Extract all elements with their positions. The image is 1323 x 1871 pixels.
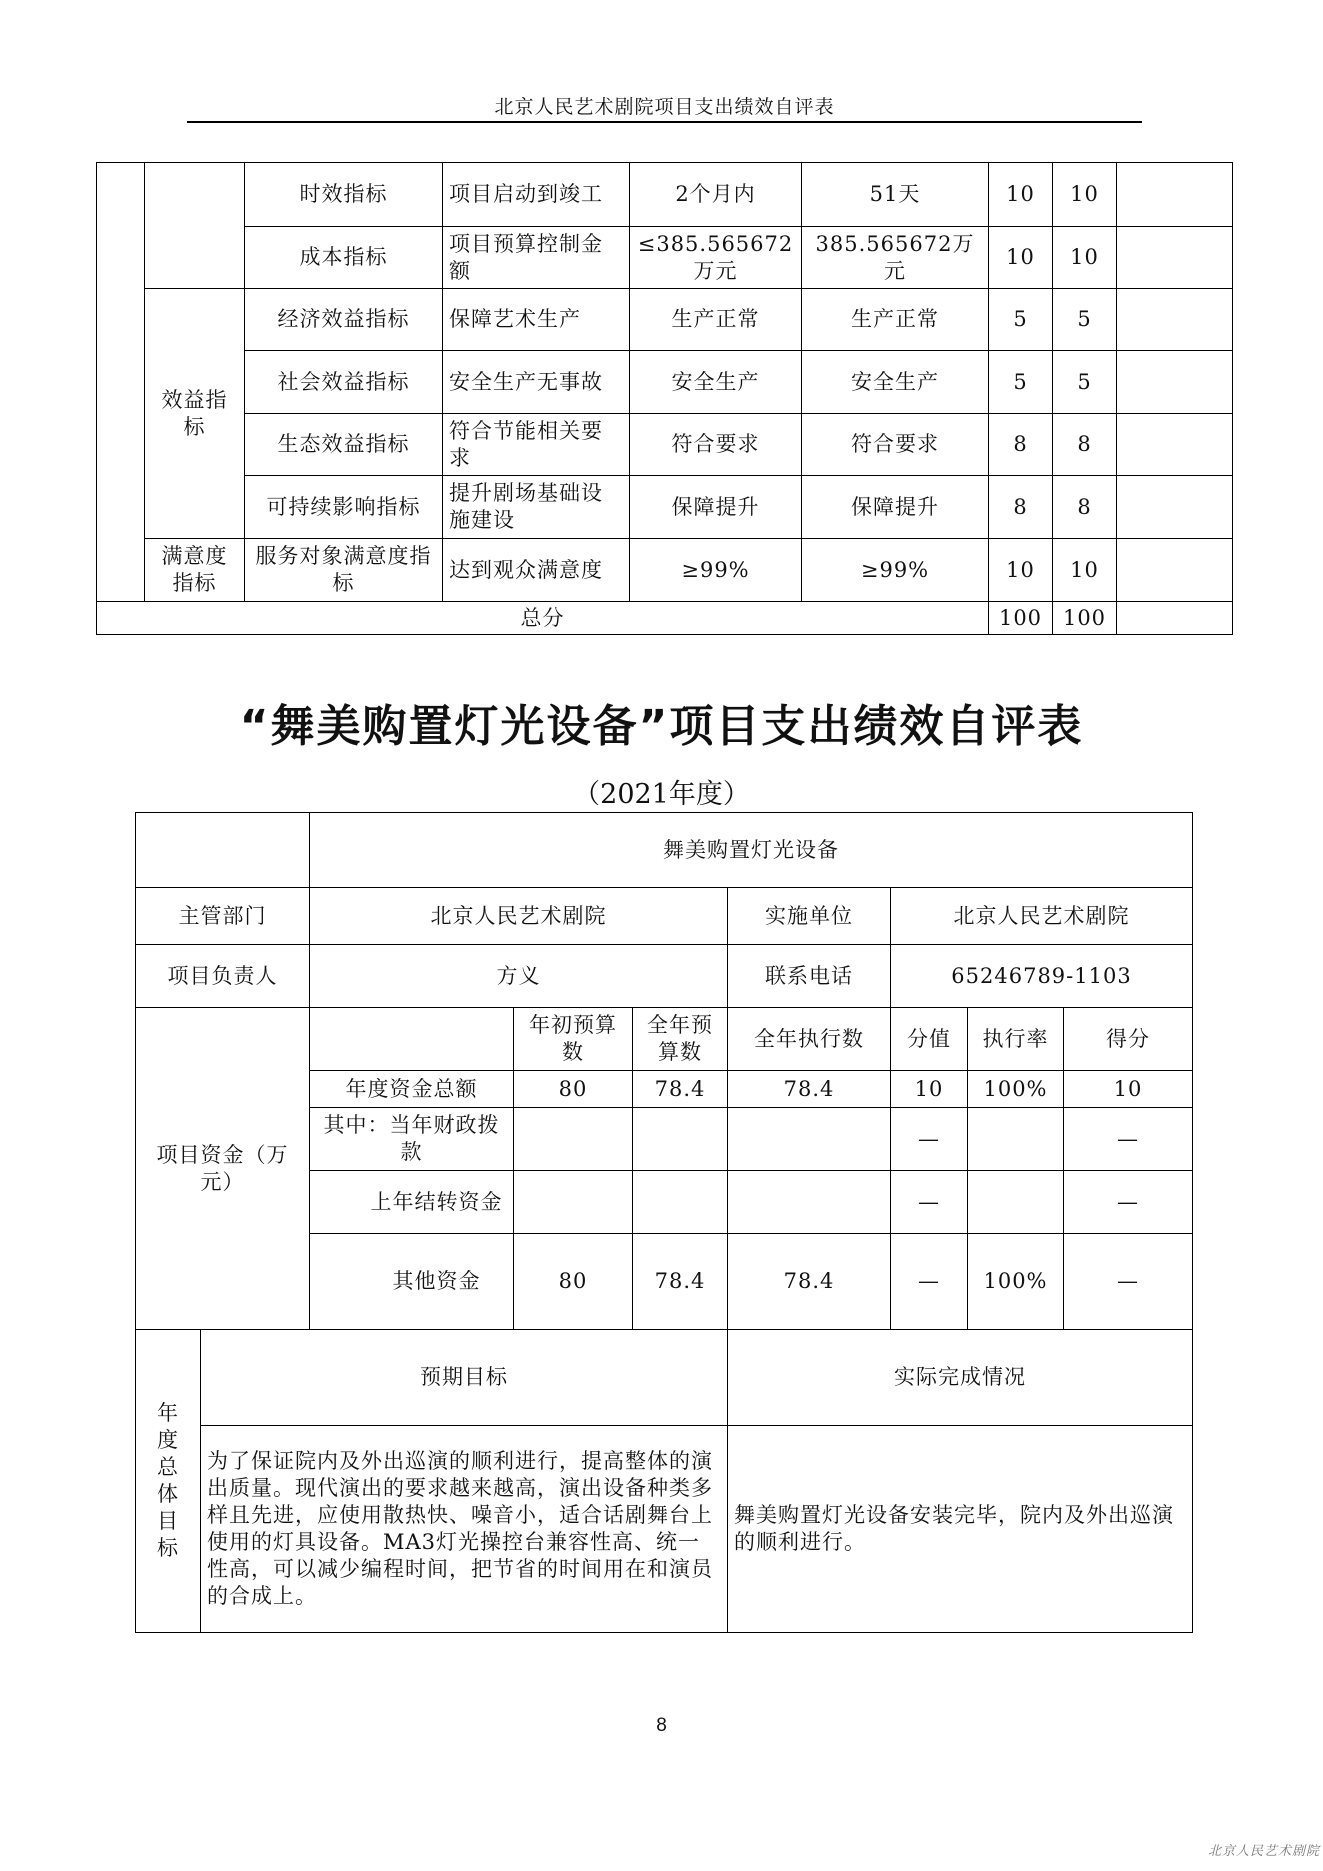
indicator-content: 保障艺术生产 — [443, 289, 630, 351]
table-row — [97, 289, 1233, 351]
fund-score: — — [1064, 1108, 1193, 1171]
table-row — [97, 163, 1233, 227]
indicator-content: 项目启动到竣工 — [443, 163, 630, 227]
fund-initial — [514, 1108, 633, 1171]
phone-value: 65246789-1103 — [891, 945, 1193, 1008]
fund-initial: 80 — [514, 1071, 633, 1108]
goal-label-char: 度 — [157, 1428, 179, 1452]
indicator-score: 5 — [1053, 289, 1117, 351]
fund-label: 其中：当年财政拨款 — [310, 1108, 514, 1171]
fund-rate — [968, 1171, 1064, 1234]
indicator-remark — [1117, 539, 1233, 602]
fund-rate — [968, 1108, 1064, 1171]
funds-label: 项目资金（万元） — [136, 1008, 310, 1330]
table-row — [97, 414, 1233, 476]
total-row — [97, 602, 1233, 635]
evaluation-table — [135, 812, 1193, 1633]
funds-header-row — [136, 1008, 1193, 1071]
project-name-label-empty — [136, 813, 310, 888]
indicator-actual: 生产正常 — [802, 289, 989, 351]
expected-goal-text: 为了保证院内及外出巡演的顺利进行，提高整体的演出质量。现代演出的要求越来越高，演出设备种类多样且先进，应使用散热快、噪音小，适合话剧舞台上使用的灯具设备。MA3灯光操控台兼容性高、统一性高，可以减少编程时间，把节省的时间用在和演员的合成上。 — [201, 1426, 728, 1633]
indicator-remark — [1117, 227, 1233, 289]
outer-group-cell — [97, 163, 145, 602]
col-score: 得分 — [1064, 1008, 1193, 1071]
fund-score: 10 — [1064, 1071, 1193, 1108]
indicator-name: 成本指标 — [245, 227, 443, 289]
indicator-weight: 5 — [989, 351, 1053, 414]
total-score: 100 — [1053, 602, 1117, 635]
indicator-remark — [1117, 414, 1233, 476]
table-row — [97, 227, 1233, 289]
indicator-target: 安全生产 — [630, 351, 802, 414]
total-label: 总分 — [97, 602, 989, 635]
indicator-remark — [1117, 289, 1233, 351]
leader-row — [136, 945, 1193, 1008]
fund-weight: 10 — [891, 1071, 968, 1108]
indicator-actual: 385.565672万元 — [802, 227, 989, 289]
fund-label: 其他资金 — [310, 1234, 514, 1330]
indicator-weight: 10 — [989, 163, 1053, 227]
dept-value: 北京人民艺术剧院 — [310, 888, 728, 945]
document-subtitle: （2021年度） — [573, 779, 750, 810]
indicator-target: 2个月内 — [630, 163, 802, 227]
indicator-actual: ≥99% — [802, 539, 989, 602]
col-rate: 执行率 — [968, 1008, 1064, 1071]
indicator-score: 10 — [1053, 539, 1117, 602]
table-row — [97, 539, 1233, 602]
indicator-target: 生产正常 — [630, 289, 802, 351]
watermark-stamp: 北京人民艺术剧院 — [1208, 1844, 1321, 1859]
goal-label-char: 年 — [157, 1401, 179, 1425]
table-row — [97, 476, 1233, 539]
indicator-content: 符合节能相关要求 — [443, 414, 630, 476]
fund-annual — [633, 1171, 728, 1234]
goal-label-char: 标 — [157, 1536, 179, 1560]
actual-completion-label: 实际完成情况 — [728, 1330, 1193, 1426]
unit-label: 实施单位 — [728, 888, 891, 945]
fund-rate: 100% — [968, 1234, 1064, 1330]
col-weight: 分值 — [891, 1008, 968, 1071]
fund-weight: — — [891, 1171, 968, 1234]
fund-annual: 78.4 — [633, 1071, 728, 1108]
indicator-content: 提升剧场基础设施建设 — [443, 476, 630, 539]
indicator-actual: 安全生产 — [802, 351, 989, 414]
fund-weight: — — [891, 1108, 968, 1171]
project-name: 舞美购置灯光设备 — [310, 813, 1193, 888]
total-remark — [1117, 602, 1233, 635]
indicator-content: 达到观众满意度 — [443, 539, 630, 602]
indicator-target: 保障提升 — [630, 476, 802, 539]
indicator-name: 经济效益指标 — [245, 289, 443, 351]
indicator-content: 安全生产无事故 — [443, 351, 630, 414]
col-initial: 年初预算数 — [514, 1008, 633, 1071]
group-satisfaction: 满意度指标 — [145, 539, 245, 602]
indicator-weight: 8 — [989, 414, 1053, 476]
indicator-target: ≤385.565672万元 — [630, 227, 802, 289]
total-weight: 100 — [989, 602, 1053, 635]
group-cell-empty — [145, 163, 245, 289]
goal-label-char: 总 — [157, 1455, 179, 1479]
indicator-score: 8 — [1053, 476, 1117, 539]
actual-completion-text: 舞美购置灯光设备安装完毕，院内及外出巡演的顺利进行。 — [728, 1426, 1193, 1633]
indicator-score: 5 — [1053, 351, 1117, 414]
fund-exec — [728, 1171, 891, 1234]
header-rule — [187, 121, 1142, 123]
dept-label: 主管部门 — [136, 888, 310, 945]
goal-label-char: 体 — [157, 1482, 179, 1506]
fund-exec — [728, 1108, 891, 1171]
indicator-remark — [1117, 476, 1233, 539]
indicator-actual: 保障提升 — [802, 476, 989, 539]
fund-score: — — [1064, 1171, 1193, 1234]
fund-label: 上年结转资金 — [310, 1171, 514, 1234]
indicator-weight: 10 — [989, 227, 1053, 289]
goal-header-row — [136, 1330, 1193, 1426]
table-row — [97, 351, 1233, 414]
fund-label: 年度资金总额 — [310, 1071, 514, 1108]
col-annual: 全年预算数 — [633, 1008, 728, 1071]
indicator-weight: 5 — [989, 289, 1053, 351]
fund-rate: 100% — [968, 1071, 1064, 1108]
fund-initial: 80 — [514, 1234, 633, 1330]
indicator-target: ≥99% — [630, 539, 802, 602]
indicator-actual: 符合要求 — [802, 414, 989, 476]
group-benefit: 效益指标 — [145, 289, 245, 539]
indicator-score: 10 — [1053, 163, 1117, 227]
indicator-name: 生态效益指标 — [245, 414, 443, 476]
indicator-target: 符合要求 — [630, 414, 802, 476]
indicator-remark — [1117, 351, 1233, 414]
leader-value: 方义 — [310, 945, 728, 1008]
project-name-row — [136, 813, 1193, 888]
indicator-name: 社会效益指标 — [245, 351, 443, 414]
fund-weight: — — [891, 1234, 968, 1330]
indicator-actual: 51天 — [802, 163, 989, 227]
page-number: 8 — [656, 1715, 667, 1736]
goal-label — [136, 1330, 201, 1633]
expected-goal-label: 预期目标 — [201, 1330, 728, 1426]
fund-exec: 78.4 — [728, 1234, 891, 1330]
col-exec: 全年执行数 — [728, 1008, 891, 1071]
fund-exec: 78.4 — [728, 1071, 891, 1108]
phone-label: 联系电话 — [728, 945, 891, 1008]
funds-header-empty — [310, 1008, 514, 1071]
indicator-content: 项目预算控制金额 — [443, 227, 630, 289]
leader-label: 项目负责人 — [136, 945, 310, 1008]
fund-score: — — [1064, 1234, 1193, 1330]
indicator-score: 10 — [1053, 227, 1117, 289]
indicator-weight: 8 — [989, 476, 1053, 539]
indicator-name: 时效指标 — [245, 163, 443, 227]
fund-annual: 78.4 — [633, 1234, 728, 1330]
goal-label-char: 目 — [157, 1509, 179, 1533]
indicator-table — [96, 162, 1233, 635]
document-title: “舞美购置灯光设备”项目支出绩效自评表 — [239, 701, 1084, 752]
unit-value: 北京人民艺术剧院 — [891, 888, 1193, 945]
fund-initial — [514, 1171, 633, 1234]
indicator-score: 8 — [1053, 414, 1117, 476]
indicator-weight: 10 — [989, 539, 1053, 602]
page-header: 北京人民艺术剧院项目支出绩效自评表 — [494, 96, 835, 118]
fund-annual — [633, 1108, 728, 1171]
goal-content-row — [136, 1426, 1193, 1633]
indicator-remark — [1117, 163, 1233, 227]
indicator-name: 服务对象满意度指标 — [245, 539, 443, 602]
indicator-name: 可持续影响指标 — [245, 476, 443, 539]
dept-row — [136, 888, 1193, 945]
